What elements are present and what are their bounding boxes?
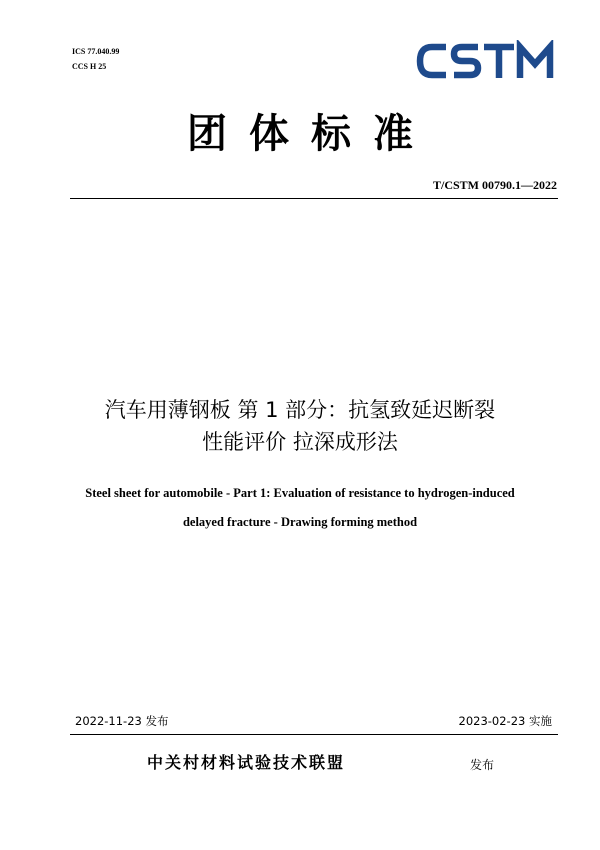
- top-divider: [70, 198, 558, 199]
- classification-codes: [72, 44, 119, 74]
- issued-label: 发布: [470, 758, 495, 772]
- chinese-title-line-2: 性能评价 拉深成形法: [202, 430, 398, 454]
- ics-code: ICS 77.040.99: [72, 47, 120, 56]
- issue-date: 2022-11-23 发布: [75, 714, 169, 728]
- cstm-logo: [416, 40, 556, 82]
- standard-number: T/CSTM 00790.1—2022: [432, 178, 557, 192]
- english-title-line-1: Steel sheet for automobile - Part 1: Evaluation of resistance to hydrogen-induced: [85, 486, 515, 500]
- implementation-date: 2023-02-23 实施: [458, 714, 552, 728]
- bottom-divider: [70, 734, 558, 735]
- chinese-title-line-1: 汽车用薄钢板 第 1 部分：抗氢致延迟断裂: [104, 398, 496, 422]
- issuing-organization: 中关村材料试验技术联盟: [147, 753, 346, 772]
- standard-type-heading: 团体标准: [187, 111, 435, 157]
- ccs-code: CCS H 25: [72, 62, 107, 71]
- english-title-line-2: delayed fracture - Drawing forming method: [182, 515, 418, 529]
